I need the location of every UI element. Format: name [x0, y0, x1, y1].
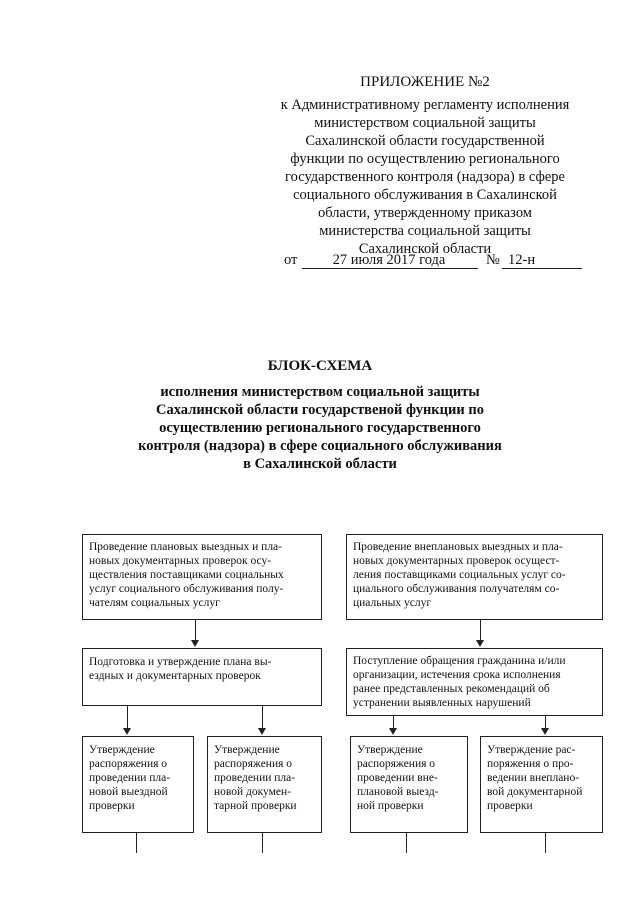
box-text-line: новых документарных проверок осущест- — [353, 555, 560, 567]
number-prefix: № — [486, 252, 500, 268]
order-unplanned-field-box — [350, 736, 468, 833]
box-text-line: циальных услуг — [353, 597, 432, 609]
connector-line — [127, 706, 128, 728]
arrow-down-icon — [476, 640, 484, 647]
box-text-line: новой докумен- — [214, 786, 292, 798]
box-text-line: тарной проверки — [214, 800, 297, 812]
box-text-line: организации, истечения срока исполнения — [353, 669, 561, 681]
box-text-line: Проведение плановых выездных и пла- — [89, 541, 282, 553]
arrow-down-icon — [389, 728, 397, 735]
number-value: 12-н — [508, 252, 536, 268]
connector-line — [262, 706, 263, 728]
box-text-line: проведении пла- — [214, 772, 296, 784]
box-text-line: Проведение внеплановых выездных и пла- — [353, 541, 563, 553]
unplanned-inspections-box — [346, 534, 603, 620]
title-line: осуществлению регионального государственного — [159, 420, 481, 436]
header-line: министерства социальной защиты — [319, 223, 531, 239]
header-line: области, утвержденному приказом — [318, 205, 532, 221]
order-planned-doc-box — [207, 736, 322, 833]
header-line: Сахалинской области государственной — [305, 133, 545, 149]
header-line: социального обслуживания в Сахалинской — [293, 187, 557, 203]
plan-preparation-box — [82, 648, 322, 706]
box-text-line: проведении вне- — [357, 772, 438, 784]
box-text-line: проведении пла- — [89, 772, 171, 784]
box-text-line: Утверждение — [214, 744, 280, 756]
date-underline — [302, 268, 478, 269]
arrow-down-icon — [123, 728, 131, 735]
box-text-line: Поступление обращения гражданина и/или — [353, 655, 566, 667]
box-text-line: ления поставщиками социальных услуг со- — [353, 569, 566, 581]
connector-line — [545, 833, 546, 853]
box-text-line: вой документарной — [487, 786, 583, 798]
title-line: в Сахалинской области — [243, 456, 397, 472]
box-text-line: Утверждение — [357, 744, 423, 756]
box-text-line: ществления поставщиками социальных — [89, 569, 284, 581]
appendix-title: ПРИЛОЖЕНИЕ №2 — [360, 74, 490, 90]
planned-inspections-box — [82, 534, 322, 620]
header-line: министерством социальной защиты — [314, 115, 536, 131]
date-value: 27 июля 2017 года — [332, 252, 446, 268]
box-text-line: циального обслуживания получателям со- — [353, 583, 560, 595]
arrow-down-icon — [191, 640, 199, 647]
box-text-line: проверки — [89, 800, 135, 812]
connector-line — [136, 833, 137, 853]
order-planned-field-box — [82, 736, 194, 833]
box-text-line: ездных и документарных проверок — [89, 670, 261, 682]
box-text-line: проверки — [487, 800, 533, 812]
box-text-line: распоряжения о — [214, 758, 293, 770]
box-text-line: Подготовка и утверждение плана вы- — [89, 656, 272, 668]
box-text-line: чателям социальных услуг — [89, 597, 220, 609]
title-line: Сахалинской области государственой функции по — [156, 402, 484, 418]
box-text-line: плановой выезд- — [357, 786, 439, 798]
connector-line — [406, 833, 407, 853]
box-text-line: распоряжения о — [89, 758, 168, 770]
box-text-line: распоряжения о — [357, 758, 436, 770]
box-text-line: услуг социального обслуживания полу- — [89, 583, 284, 595]
header-line: Сахалинской области — [358, 241, 492, 257]
box-text-line: ной проверки — [357, 800, 424, 812]
connector-line — [195, 620, 196, 640]
number-underline — [502, 268, 582, 269]
connector-line — [480, 620, 481, 640]
connector-line — [393, 716, 394, 728]
box-text-line: Утверждение — [89, 744, 155, 756]
date-prefix: от — [284, 252, 298, 268]
box-text-line: Утверждение рас- — [487, 744, 576, 756]
box-text-line: новой выездной — [89, 786, 168, 798]
arrow-down-icon — [541, 728, 549, 735]
title-heading: БЛОК-СХЕМА — [267, 358, 373, 374]
box-text-line: устранении выявленных нарушений — [353, 697, 531, 709]
title-line: исполнения министерством социальной защиты — [160, 384, 480, 400]
appeal-received-box — [346, 648, 603, 716]
box-text-line: ранее представленных рекомендаций об — [353, 683, 550, 695]
header-line: функции по осуществлению регионального — [290, 151, 560, 167]
box-text-line: ведении внеплано- — [487, 772, 580, 784]
connector-line — [262, 833, 263, 853]
order-unplanned-doc-box — [480, 736, 603, 833]
box-text-line: поряжения о про- — [487, 758, 574, 770]
header-line: государственного контроля (надзора) в сфере — [285, 169, 565, 185]
box-text-line: новых документарных проверок осу- — [89, 555, 272, 567]
connector-line — [545, 716, 546, 728]
arrow-down-icon — [258, 728, 266, 735]
title-line: контроля (надзора) в сфере социального обслуживания — [138, 438, 502, 454]
header-line: к Административному регламенту исполнения — [280, 97, 570, 113]
